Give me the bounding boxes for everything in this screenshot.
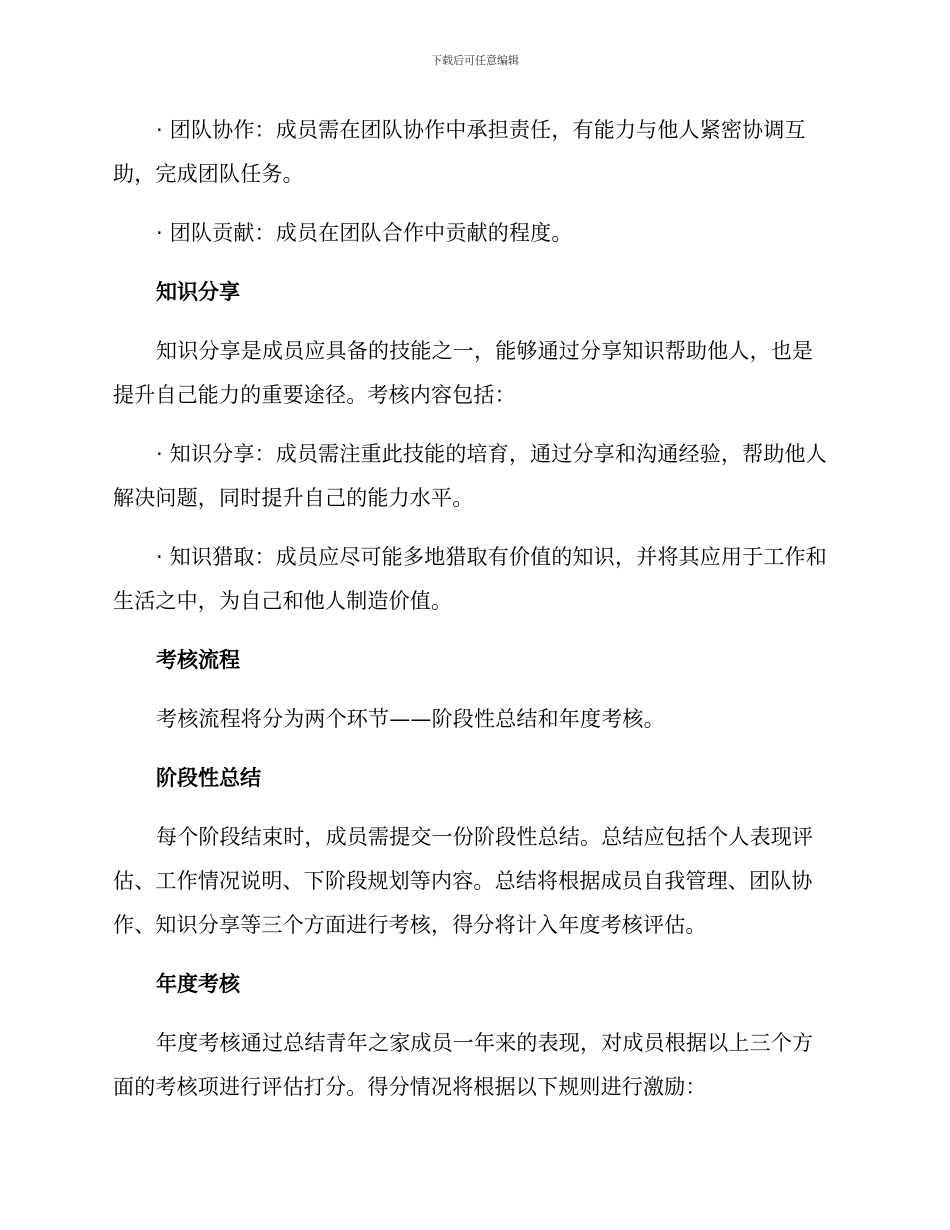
section-heading-stage-summary: 阶段性总结 <box>156 766 261 790</box>
bullet-knowledge-sharing: · 知识分享：成员需注重此技能的培育，通过分享和沟通经验，帮助他人解决问题，同时提升自己的能力水平。 <box>113 442 827 510</box>
section-heading-annual-assessment: 年度考核 <box>156 972 240 996</box>
knowledge-sharing-intro: 知识分享是成员应具备的技能之一，能够通过分享知识帮助他人，也是提升自己能力的重要途径。考核内容包括： <box>113 339 814 407</box>
stage-summary-text: 每个阶段结束时，成员需提交一份阶段性总结。总结应包括个人表现评估、工作情况说明、下阶段规划等内容。总结将根据成员自我管理、团队协作、知识分享等三个方面进行考核，得分将计入年度考核评估。 <box>113 825 814 937</box>
bullet-team-contribution: · 团队贡献：成员在团队合作中贡献的程度。 <box>156 221 573 245</box>
section-heading-knowledge-sharing: 知识分享 <box>156 280 240 304</box>
assessment-process-text: 考核流程将分为两个环节——阶段性总结和年度考核。 <box>156 707 665 731</box>
bullet-knowledge-acquisition: · 知识猎取：成员应尽可能多地猎取有价值的知识，并将其应用于工作和生活之中，为自己和他人制造价值。 <box>113 545 827 613</box>
document-body <box>113 108 833 1124</box>
page-header-note: 下载后可任意编辑 <box>431 54 519 67</box>
annual-assessment-text: 年度考核通过总结青年之家成员一年来的表现，对成员根据以上三个方面的考核项进行评估打分。得分情况将根据以下规则进行激励： <box>113 1031 814 1099</box>
bullet-team-collaboration: · 团队协作：成员需在团队协作中承担责任，有能力与他人紧密协调互助，完成团队任务。 <box>113 118 806 186</box>
section-heading-assessment-process: 考核流程 <box>156 648 240 672</box>
